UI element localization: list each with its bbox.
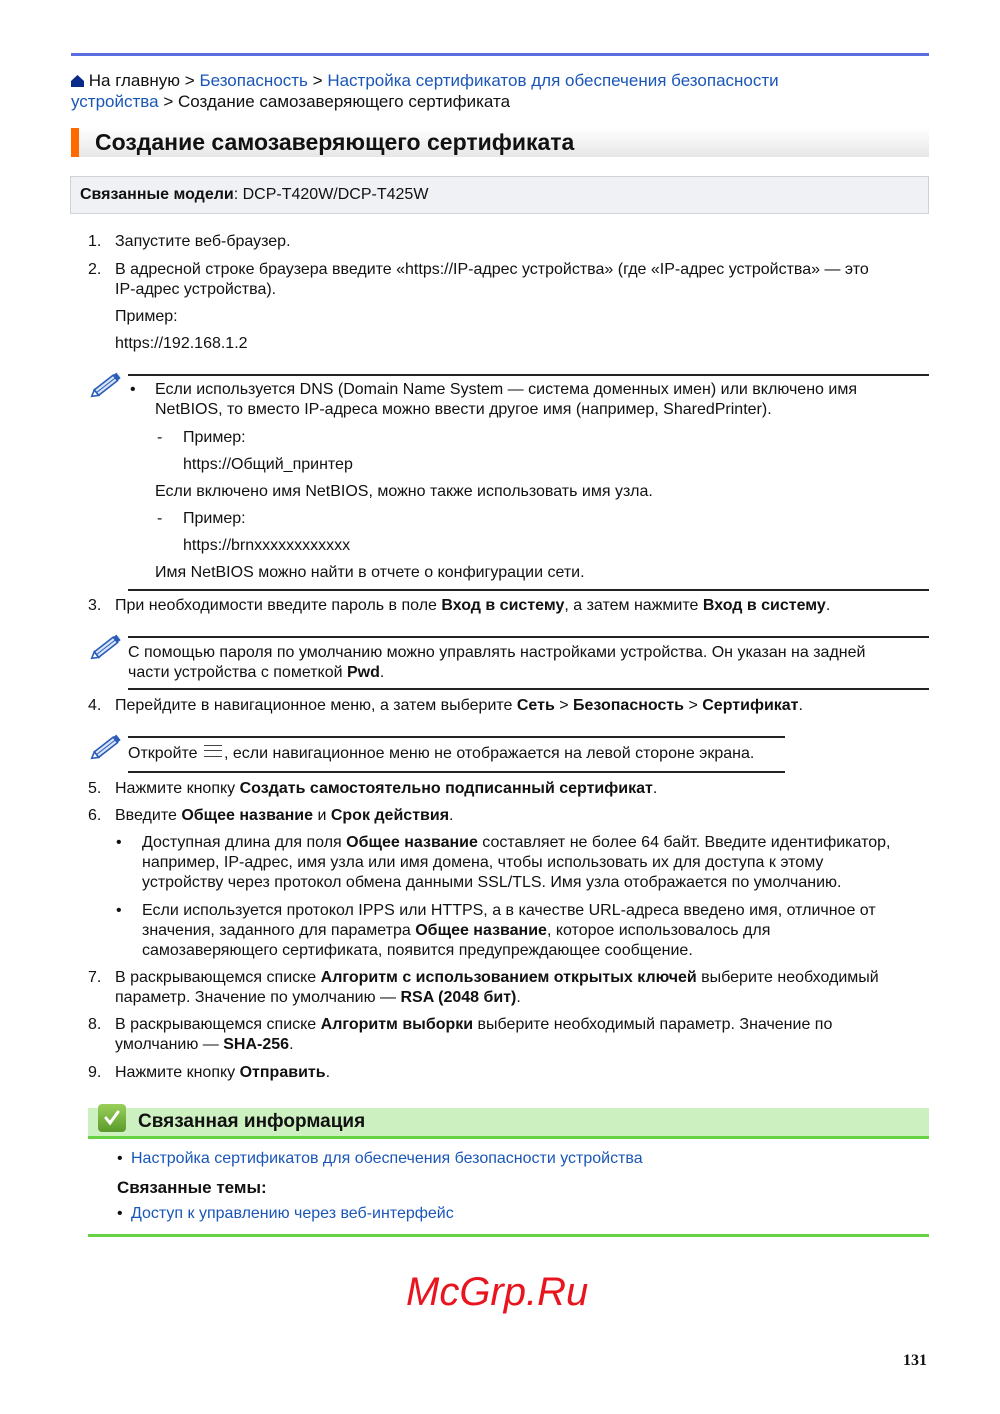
related-link-cert-settings[interactable]: Настройка сертификатов для обеспечения безопасности устройства [131, 1150, 643, 1167]
text-segment: Если используется DNS (Domain Name System — система доменных имен) или включено имя [155, 381, 857, 398]
step-number: 5. [88, 780, 102, 797]
text-segment: Перейдите в навигационное меню, а затем выберите [115, 697, 517, 714]
text-segment: . [798, 697, 803, 714]
note-divider [128, 374, 929, 376]
text-segment: , а затем нажмите [564, 597, 703, 614]
bold-term: Алгоритм с использованием открытых ключей [320, 969, 697, 986]
related-info-title: Связанная информация [138, 1111, 366, 1132]
step-number: 6. [88, 807, 102, 824]
step-3 [115, 596, 830, 616]
bullet: • [116, 902, 122, 919]
text-segment: В раскрывающемся списке [115, 1016, 321, 1033]
step-number: 8. [88, 1016, 102, 1033]
pencil-note-icon [90, 732, 124, 762]
bullet: • [130, 381, 136, 398]
text-segment: . [449, 807, 454, 824]
home-icon[interactable] [71, 72, 84, 84]
page-number: 131 [903, 1352, 927, 1369]
text-segment: выберите необходимый параметр. Значение по [473, 1016, 833, 1033]
step-8 [115, 1015, 832, 1055]
text-line [115, 280, 869, 300]
text-segment: значения, заданного для параметра [142, 922, 416, 939]
step-number: 2. [88, 261, 102, 278]
text-segment: IP-адрес устройства). [115, 281, 277, 298]
bold-term: Безопасность [573, 697, 685, 714]
text-segment: и [313, 807, 331, 824]
text-segment: например, IP-адрес, имя узла или имя домена, чтобы использовать их для доступа к этому [142, 854, 824, 871]
breadcrumb-cert-settings-cont[interactable]: устройства [71, 92, 159, 111]
text-segment: , которое использовалось для [546, 922, 771, 939]
text-line [115, 260, 869, 280]
bold-term: SHA-256 [223, 1036, 290, 1053]
note-divider [128, 589, 929, 591]
text-line [115, 1035, 832, 1055]
text-segment: Доступная длина для поля [142, 834, 347, 851]
text-line [115, 334, 869, 354]
text-segment: умолчанию — [115, 1036, 224, 1053]
step-1 [115, 232, 291, 252]
text-segment: > [684, 697, 703, 714]
breadcrumb-security[interactable]: Безопасность [199, 71, 308, 90]
text-segment: Введите [115, 807, 182, 824]
text-segment: . [325, 1064, 331, 1081]
example-url: https://Общий_принтер [183, 456, 353, 473]
step-number: 7. [88, 969, 102, 986]
note3-after: , если навигационное меню не отображается на левой стороне экрана. [224, 745, 755, 762]
text-segment: Запустите веб-браузер. [115, 233, 291, 250]
breadcrumb-separator: > [184, 71, 195, 90]
related-models [80, 185, 428, 205]
text-line [142, 833, 890, 853]
text-segment: NetBIOS, то вместо IP-адреса можно ввести другое имя (например, SharedPrinter). [155, 401, 772, 418]
text-line [142, 873, 890, 893]
text-segment: Если используется протокол IPPS или HTTPS, а в качестве URL-адреса введено имя, отличное от [142, 902, 876, 919]
text-line [115, 1015, 832, 1035]
bold-term: Алгоритм выборки [320, 1016, 474, 1033]
text-segment: . [379, 664, 385, 681]
text-line [155, 400, 857, 420]
text-line [115, 307, 869, 327]
models-label: Связанные модели [80, 186, 234, 203]
bold-term: Сеть [516, 697, 555, 714]
dash: - [157, 429, 163, 446]
title-bar [71, 128, 929, 157]
text-segment: части устройства с пометкой [128, 664, 347, 681]
top-rule [71, 53, 929, 56]
bold-term: Вход в систему [441, 597, 565, 614]
text-line [142, 921, 876, 941]
step-5 [115, 779, 657, 799]
text-segment: параметр. Значение по умолчанию — [115, 989, 401, 1006]
note-divider [128, 688, 929, 690]
text-segment: При необходимости введите пароль в поле [115, 597, 442, 614]
step-number: 3. [88, 597, 102, 614]
text-segment: выберите необходимый [696, 969, 879, 986]
example-url: https://brnxxxxxxxxxxxx [183, 537, 351, 554]
text-segment: составляет не более 64 байт. Введите идентификатор, [477, 834, 891, 851]
example-label: Пример: [183, 429, 246, 446]
text-line [128, 643, 865, 663]
step-6 [115, 806, 453, 826]
checkmark-icon [98, 1104, 126, 1132]
bold-term: Общее название [181, 807, 314, 824]
text-line [142, 901, 876, 921]
step-7 [115, 968, 879, 1008]
text-segment: Пример: [115, 308, 178, 325]
example-label: Пример: [183, 510, 246, 527]
note2-text [128, 643, 865, 683]
breadcrumb [71, 71, 779, 91]
related-bottom-rule [88, 1234, 929, 1237]
note3-before: Откройте [128, 745, 202, 762]
title-accent [71, 128, 79, 157]
bold-term: RSA (2048 бит) [400, 989, 517, 1006]
text-segment: . [825, 597, 831, 614]
breadcrumb-line2 [71, 92, 510, 112]
bold-term: Pwd [346, 664, 380, 681]
note-divider [128, 636, 929, 638]
bold-term: Общее название [346, 834, 478, 851]
note-divider [128, 771, 785, 773]
note-divider [128, 736, 785, 738]
step-number: 9. [88, 1064, 102, 1081]
bullet: • [116, 834, 122, 851]
text-line [115, 988, 879, 1008]
step-4 [115, 696, 803, 716]
bold-term: Срок действия [330, 807, 450, 824]
text-line [115, 779, 657, 799]
related-info-header [88, 1108, 929, 1139]
note3-text [128, 744, 754, 764]
text-segment: . [289, 1036, 294, 1053]
note1-text-2: Если включено имя NetBIOS, можно также использовать имя узла. [155, 483, 653, 500]
text-segment: В адресной строке браузера введите «https://IP-адрес устройства» (где «IP-адрес устройства» — это [115, 261, 869, 278]
step-number: 1. [88, 233, 102, 250]
text-segment: Нажмите кнопку [115, 780, 240, 797]
breadcrumb-cert-settings[interactable]: Настройка сертификатов для обеспечения безопасности [327, 71, 779, 90]
text-line [155, 380, 857, 400]
related-models-box [70, 176, 929, 214]
text-line [115, 1063, 330, 1083]
text-line [115, 696, 803, 716]
step-6-bullet-2 [142, 901, 876, 961]
breadcrumb-current: Создание самозаверяющего сертификата [178, 92, 511, 111]
step-2 [115, 260, 869, 354]
related-topics-label: Связанные темы: [117, 1178, 267, 1197]
text-segment: https://192.168.1.2 [115, 335, 248, 352]
pencil-note-icon [90, 632, 124, 662]
bullet: • [117, 1150, 123, 1167]
dash: - [157, 510, 163, 527]
watermark: McGrp.Ru [406, 1270, 589, 1314]
text-line [142, 853, 890, 873]
text-segment: самозаверяющего сертификата, появится предупреждающее сообщение. [142, 942, 693, 959]
breadcrumb-separator: > [163, 92, 174, 111]
text-line [115, 968, 879, 988]
text-line [142, 941, 876, 961]
text-segment: В раскрывающемся списке [115, 969, 321, 986]
text-line [115, 806, 453, 826]
text-segment: . [652, 780, 658, 797]
text-segment: устройству через протокол обмена данными SSL/TLS. Имя узла отображается по умолчанию. [142, 874, 842, 891]
text-segment: > [554, 697, 574, 714]
models-value: : DCP-T420W/DCP-T425W [233, 186, 429, 203]
bullet: • [117, 1205, 123, 1222]
menu-icon [204, 745, 222, 757]
text-line [115, 596, 830, 616]
note1-text [155, 380, 857, 420]
text-line [115, 232, 291, 252]
pencil-note-icon [90, 370, 124, 400]
step-9 [115, 1063, 330, 1083]
page-title: Создание самозаверяющего сертификата [95, 129, 575, 155]
breadcrumb-separator: > [312, 71, 323, 90]
text-segment: С помощью пароля по умолчанию можно управлять настройками устройства. Он указан на задней [128, 644, 866, 661]
bold-term: Вход в систему [702, 597, 826, 614]
bold-term: Сертификат [702, 697, 799, 714]
text-line [128, 663, 865, 683]
bold-term: Создать самостоятельно подписанный сертификат [239, 780, 653, 797]
bold-term: Отправить [239, 1064, 326, 1081]
breadcrumb-home[interactable]: На главную [88, 71, 181, 90]
step-6-bullet-1 [142, 833, 890, 893]
bold-term: Общее название [415, 922, 547, 939]
related-link-web-management[interactable]: Доступ к управлению через веб-интерфейс [131, 1205, 454, 1222]
note1-text-3: Имя NetBIOS можно найти в отчете о конфигурации сети. [155, 564, 585, 581]
text-segment: . [516, 989, 521, 1006]
step-number: 4. [88, 697, 102, 714]
text-segment: Нажмите кнопку [115, 1064, 240, 1081]
